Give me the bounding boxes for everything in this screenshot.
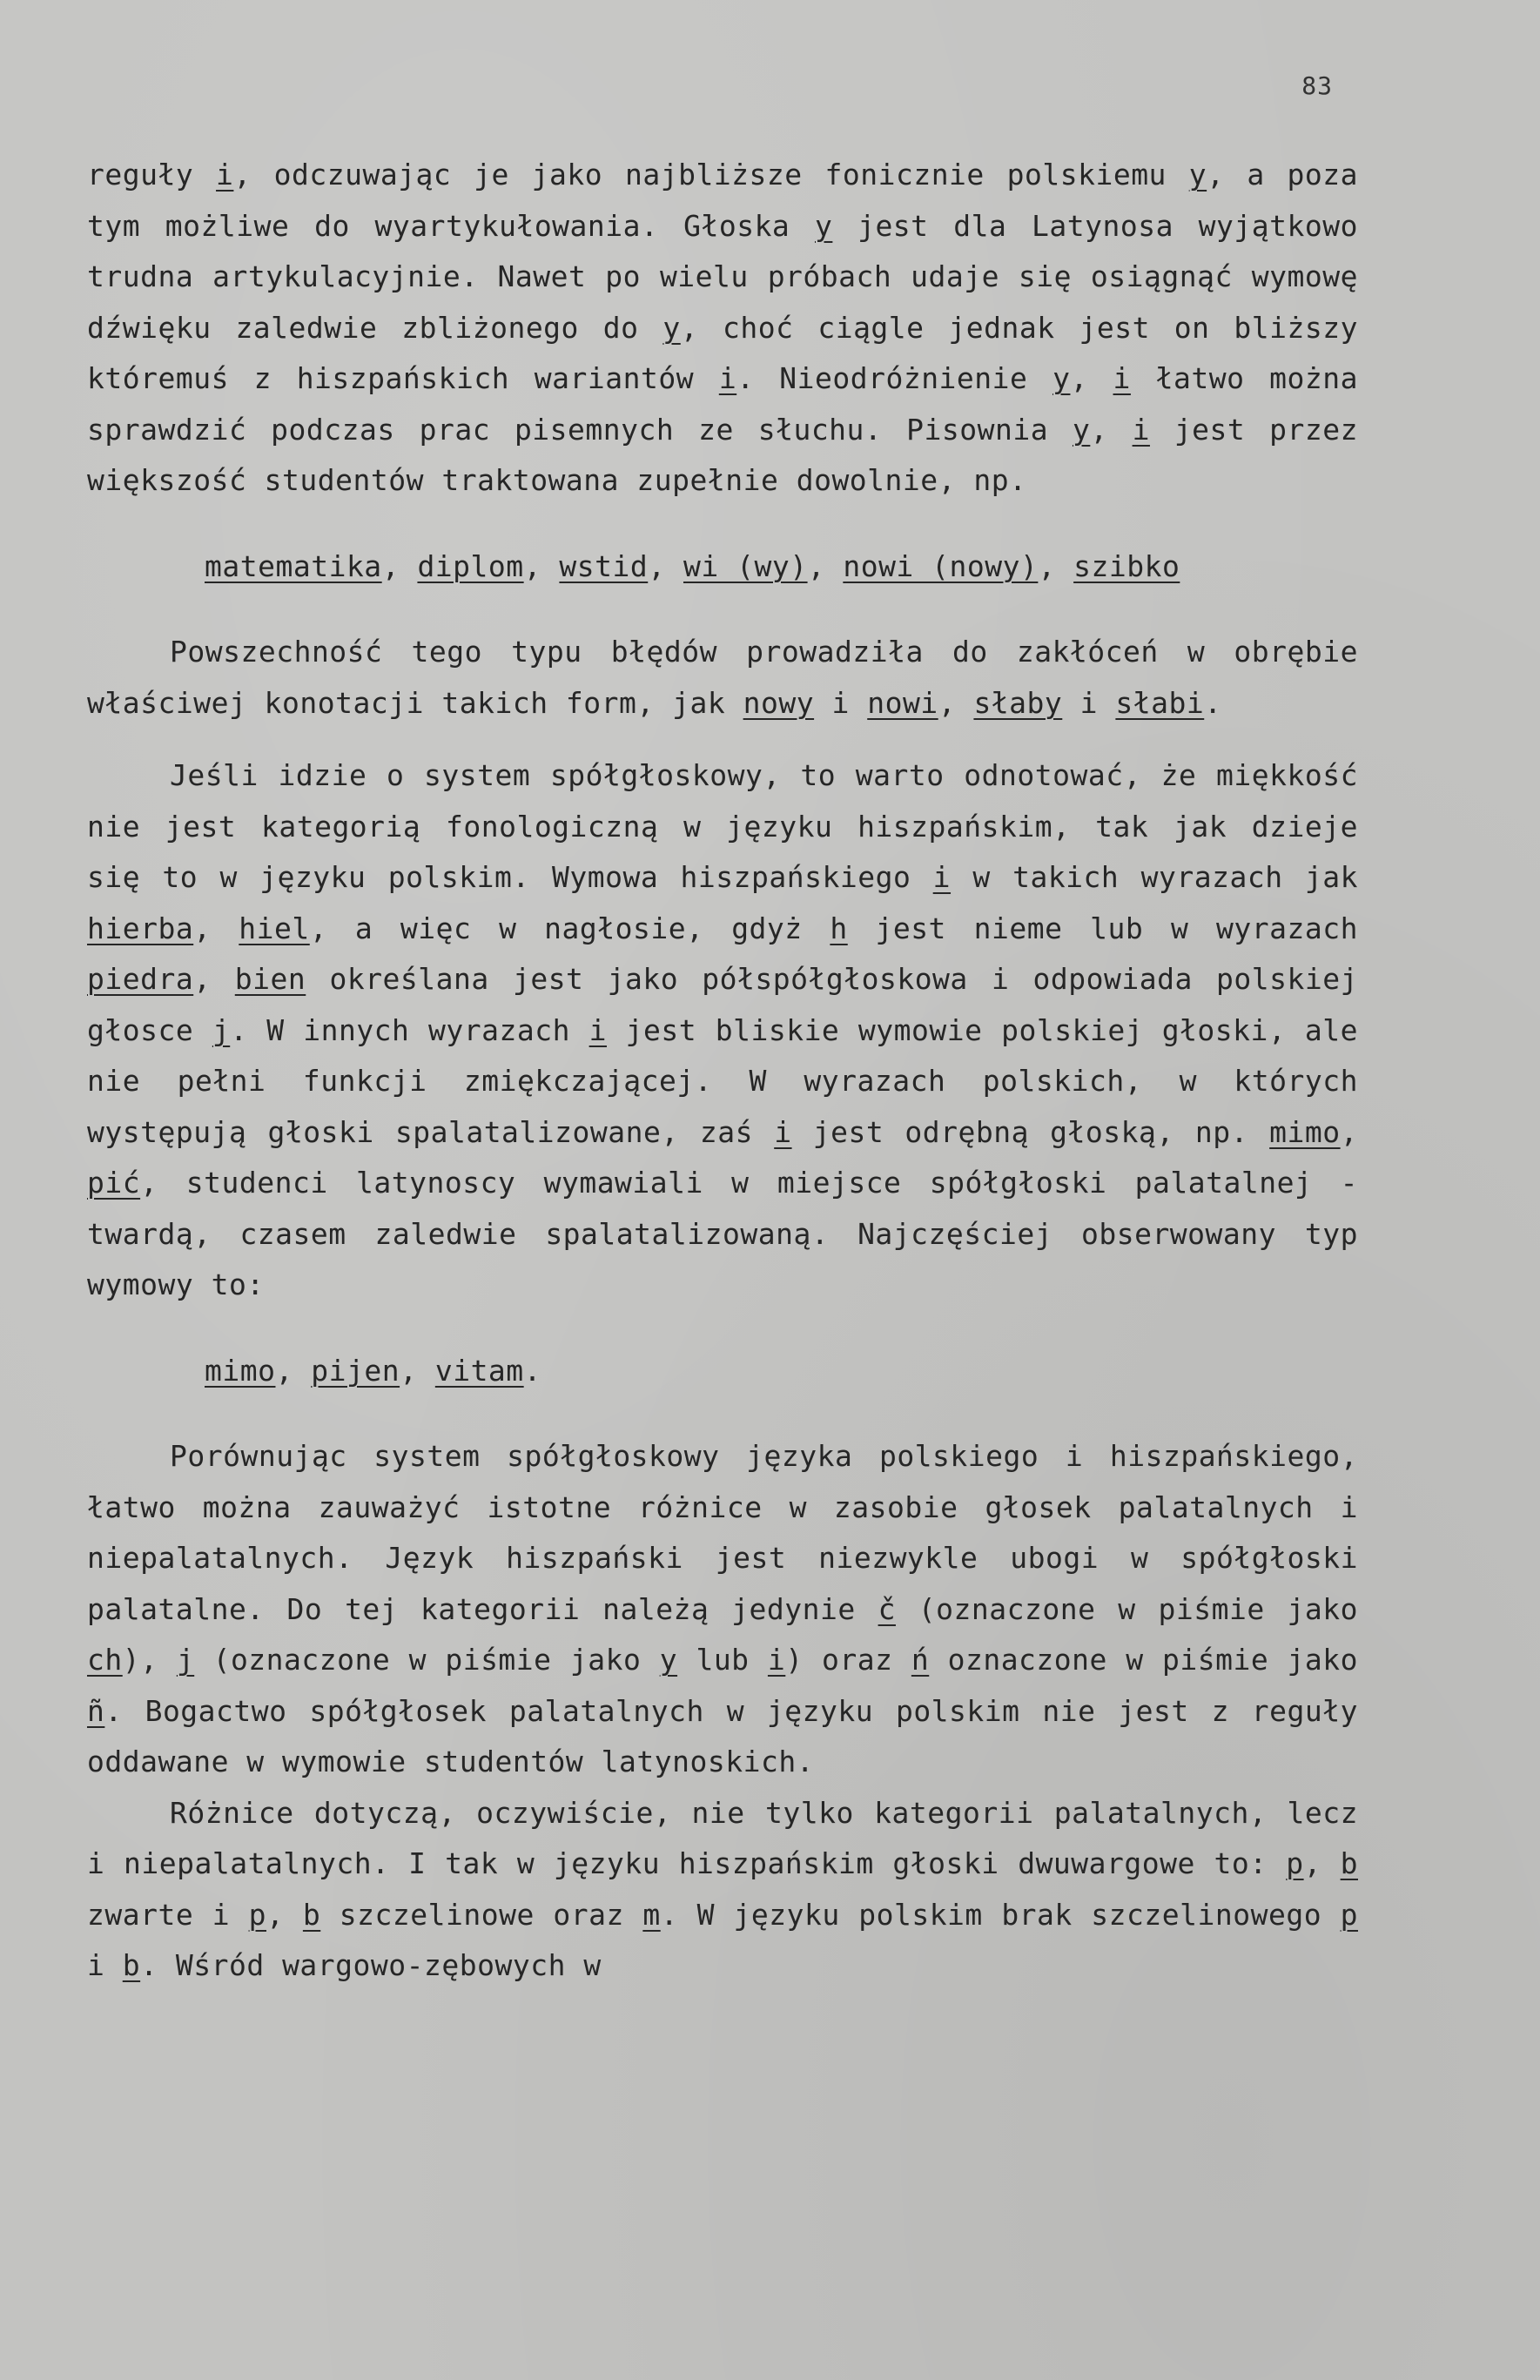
underlined-term: hiel	[239, 911, 310, 945]
text-run: ,	[193, 962, 235, 996]
underlined-term: piedra	[87, 962, 194, 996]
underlined-term: j	[212, 1012, 231, 1047]
text-run: jest bliskie wymowie polskiej głoski, ale nie pełni funkcji zmiękczającej. W wyrazach polskich, w których występują głoski spalatalizowane, zaś	[87, 1012, 1359, 1149]
underlined-term: ñ	[87, 1693, 105, 1728]
underlined-term: j	[176, 1643, 195, 1677]
text-run: szczelinowe oraz	[320, 1897, 643, 1932]
separator: .	[523, 1353, 542, 1388]
underlined-term: č	[878, 1591, 896, 1626]
paragraph-2	[87, 627, 1358, 729]
text-run: . W innych wyrazach	[230, 1012, 589, 1047]
underlined-term: i	[774, 1114, 792, 1149]
text-run: , a więc w nagłosie, gdyż	[309, 911, 831, 945]
underlined-term: p	[248, 1897, 266, 1932]
underlined-term: i	[767, 1643, 786, 1677]
underlined-term: i	[1132, 412, 1150, 447]
separator: ,	[275, 1353, 312, 1388]
underlined-term: m	[642, 1897, 661, 1932]
body-text	[87, 150, 1358, 1992]
example-word: szibko	[1073, 548, 1180, 583]
text-run: Jeśli idzie o system spółgłoskowy, to warto odnotować, że miękkość nie jest kategorią fonologiczną w języku hiszpańskim, tak jak dzieje się to w języku polskim. Wymowa hiszpańskiego	[87, 758, 1358, 894]
example-word: matematika	[205, 548, 382, 583]
text-run: jest dla Latynosa wyjątkowo trudna artykulacyjnie. Nawet po wielu próbach udaje się osiągnąć wymowę dźwięku zaledwie zbliżonego do	[87, 208, 1358, 345]
text-run: ,	[938, 685, 974, 720]
underlined-term: b	[122, 1948, 141, 1982]
underlined-term: ń	[911, 1643, 930, 1677]
text-run: jest nieme lub w wyrazach	[847, 911, 1358, 945]
text-run: ,	[1340, 1114, 1358, 1149]
underlined-term: b	[1340, 1846, 1358, 1880]
underlined-term: y	[1052, 361, 1071, 395]
text-run: , a poza tym możliwe do wyartykułowania. Głoska	[87, 158, 1359, 243]
example-word: wstid	[559, 548, 649, 583]
example-word: vitam	[434, 1353, 524, 1388]
underlined-term: y	[1188, 158, 1207, 192]
text-run: . Bogactwo spółgłosek palatalnych w języku polskim nie jest z reguły oddawane w wymowie studentów latynoskich.	[87, 1693, 1358, 1778]
separator: ,	[1038, 548, 1074, 583]
text-run: , odczuwając je jako najbliższe fonicznie polskiemu	[233, 158, 1189, 192]
text-run: ,	[266, 1897, 303, 1932]
separator: ,	[807, 548, 844, 583]
example-word: wi (wy)	[683, 548, 808, 583]
paragraph-5	[87, 1788, 1358, 1992]
underlined-term: i	[216, 158, 234, 192]
text-run: jest odrębną głoską, np.	[791, 1114, 1270, 1149]
text-run: . Nieodróżnienie	[736, 361, 1053, 395]
underlined-term: bien	[234, 962, 306, 996]
underlined-term: słabi	[1115, 685, 1205, 720]
underlined-term: i	[718, 361, 737, 395]
text-run: Różnice dotyczą, oczywiście, nie tylko kategorii palatalnych, lecz i niepalatalnych. I tak w języku hiszpańskim głoski dwuwargowe to:	[87, 1795, 1358, 1880]
underlined-term: nowi	[867, 685, 938, 720]
underlined-term: hierba	[87, 911, 194, 945]
text-run: , choć ciągle jednak jest on bliższy któremuś z hiszpańskich wariantów	[87, 310, 1358, 395]
text-run: (oznaczone w piśmie jako	[895, 1591, 1358, 1626]
text-run: określana jest jako półspółgłoskowa i odpowiada polskiej głosce	[87, 962, 1358, 1047]
text-run: w takich wyrazach jak	[951, 860, 1358, 894]
underlined-term: y	[659, 1643, 678, 1677]
example-word: pijen	[311, 1353, 400, 1388]
text-run: ,	[1070, 361, 1113, 395]
text-run: . Wśród wargowo-zębowych w	[140, 1948, 602, 1982]
text-run: zwarte i	[87, 1897, 249, 1932]
paragraph-3	[87, 750, 1358, 1311]
text-run: ,	[1303, 1846, 1341, 1880]
underlined-term: i	[932, 860, 952, 894]
text-run: i	[814, 685, 868, 720]
separator: ,	[648, 548, 683, 583]
paragraph-4	[87, 1431, 1358, 1788]
text-run: łatwo można sprawdzić podczas prac pisemnych ze słuchu. Pisownia	[87, 361, 1358, 447]
text-run: ,	[1090, 412, 1133, 447]
underlined-term: mimo	[1269, 1114, 1341, 1149]
text-run: reguły	[87, 158, 217, 192]
text-run: ,	[193, 911, 239, 945]
underlined-term: i	[588, 1012, 607, 1047]
text-run: i	[1062, 685, 1116, 720]
underlined-term: nowy	[743, 685, 815, 720]
text-run: Porównując system spółgłoskowy języka polskiego i hiszpańskiego, łatwo można zauważyć istotne różnice w zasobie głosek palatalnych i niepalatalnych. Język hiszpański jest niezwykle ubogi w spółgłoski palatalne. Do tej kategorii należą jedynie	[87, 1439, 1358, 1626]
text-run: jest przez większość studentów traktowana zupełnie dowolnie, np.	[87, 412, 1358, 497]
underlined-term: pić	[87, 1166, 141, 1200]
text-run: ) oraz	[785, 1643, 911, 1677]
underlined-term: p	[1340, 1897, 1358, 1932]
underlined-term: y	[1072, 412, 1091, 447]
text-run: , studenci latynoscy wymawiali w miejsce spółgłoski palatalnej - twardą, czasem zaledwie spalatalizowaną. Najczęściej obserwowany typ wymowy to:	[87, 1166, 1358, 1301]
underlined-term: b	[302, 1897, 321, 1932]
separator: ,	[381, 548, 418, 583]
example-word: diplom	[417, 548, 524, 583]
underlined-term: słaby	[973, 685, 1063, 720]
underlined-term: y	[662, 310, 681, 345]
example-word: mimo	[205, 1353, 276, 1388]
underlined-term: y	[815, 208, 833, 243]
underlined-term: ch	[87, 1643, 123, 1677]
text-run: oznaczone w piśmie jako	[929, 1643, 1359, 1677]
example-line-1	[205, 541, 1358, 593]
paragraph-1	[87, 150, 1358, 507]
page-number: 83	[1301, 71, 1333, 100]
text-run: Powszechność tego typu błędów prowadziła do zakłóceń w obrębie właściwej konotacji takich form, jak	[87, 635, 1358, 720]
underlined-term: i	[1113, 361, 1131, 395]
example-line-2	[205, 1346, 1358, 1397]
text-run: i	[87, 1948, 123, 1982]
example-word: nowi (nowy)	[843, 548, 1039, 583]
separator: ,	[400, 1353, 435, 1388]
text-run: (oznaczone w piśmie jako	[194, 1643, 660, 1677]
separator: ,	[523, 548, 560, 583]
underlined-term: p	[1286, 1846, 1304, 1880]
text-run: lub	[677, 1643, 768, 1677]
text-run: . W języku polskim brak szczelinowego	[660, 1897, 1341, 1932]
text-run: ),	[122, 1643, 177, 1677]
underlined-term: h	[830, 911, 848, 945]
text-run: .	[1204, 685, 1222, 720]
